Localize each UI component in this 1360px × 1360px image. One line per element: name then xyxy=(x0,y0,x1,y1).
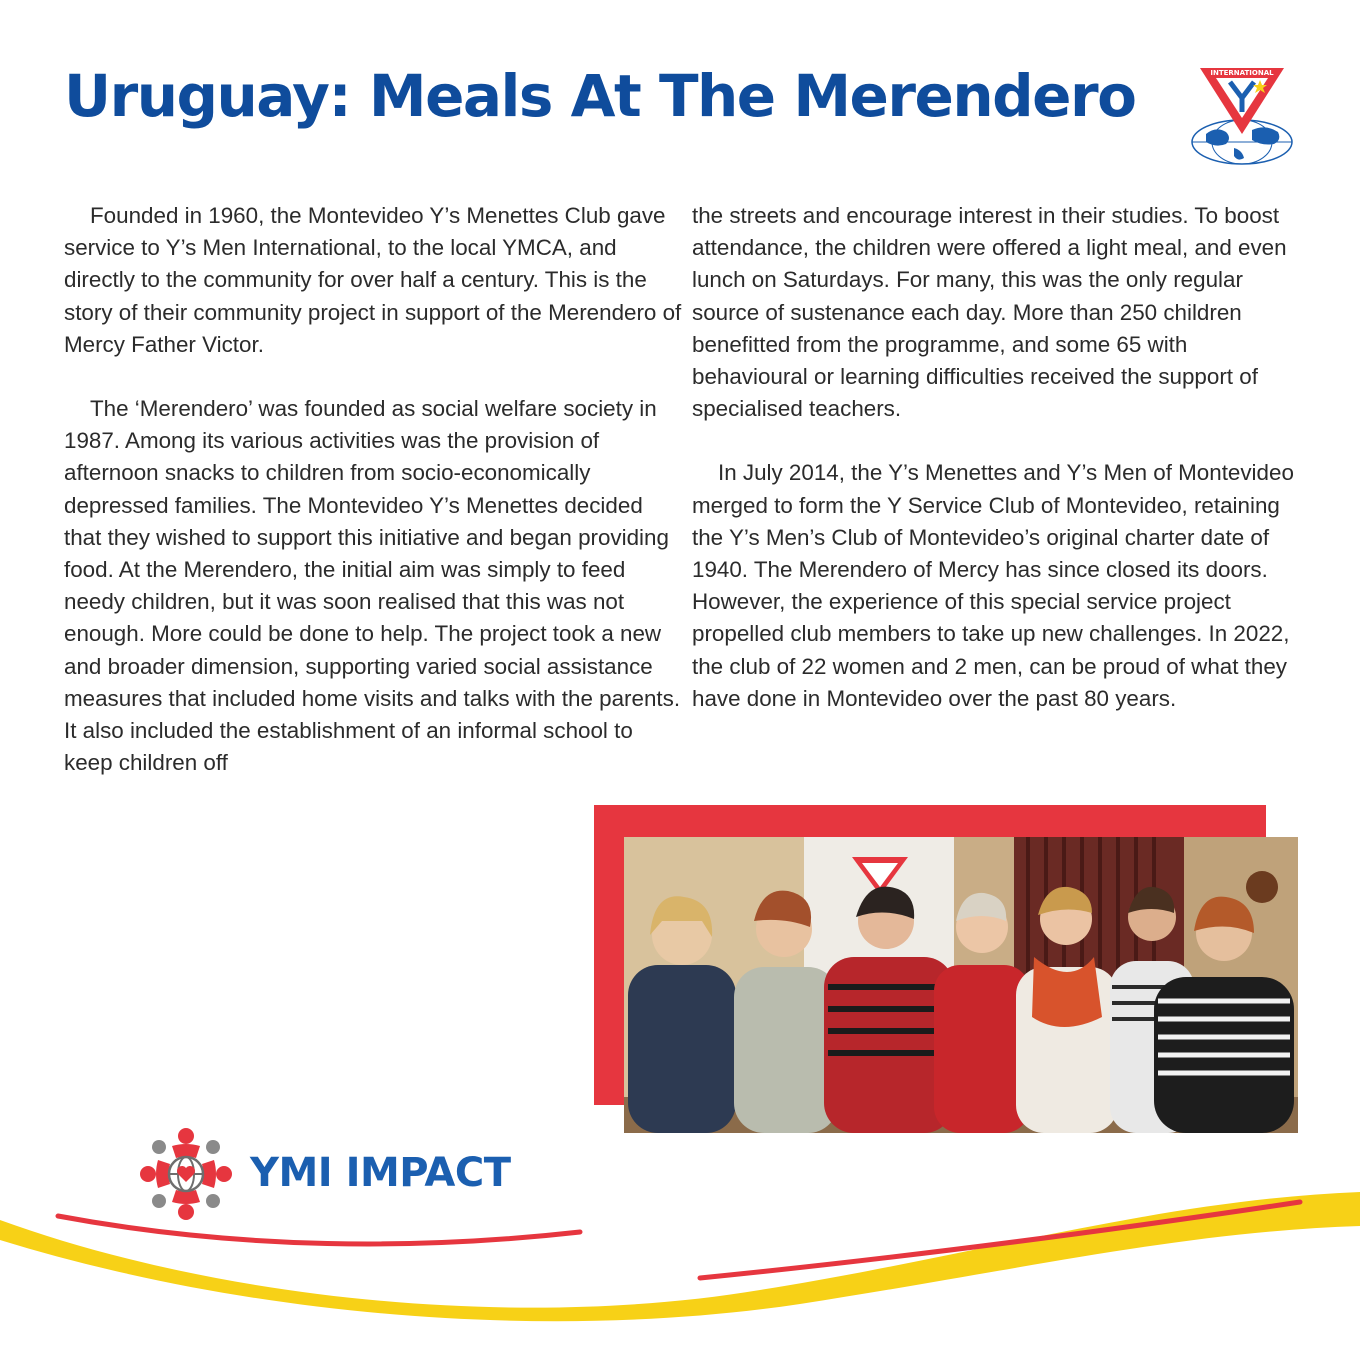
decorative-wave xyxy=(0,1180,1360,1360)
article-column-right xyxy=(692,200,1302,715)
article-paragraph: The ‘Merendero’ was founded as social welfare society in 1987. Among its various activities was the provision of afternoon snacks to children from socio-economically depressed families. The Montevideo Y’s Menettes decided that they wished to support this initiative and began providing food. At the Merendero, the initial aim was simply to feed needy children, but it was soon realised that this was not enough. More could be done to help. The project took a new and broader dimension, supporting varied social assistance measures that included home visits and talks with the parents. It also included the establishment of an informal school to keep children off xyxy=(64,396,681,776)
photo-block xyxy=(594,805,1298,1133)
article-column-left xyxy=(64,200,684,779)
article-paragraph: the streets and encourage interest in their studies. To boost attendance, the children were offered a light meal, and even lunch on Saturdays. For many, this was the only regular source of sustenance each day. More than 250 children benefitted from the programme, and some 65 with behavioural or learning difficulties received the support of specialised teachers. xyxy=(692,203,1287,422)
ys-men-international-logo xyxy=(1188,64,1296,176)
page-title: Uruguay: Meals At The Merendero xyxy=(64,62,1136,130)
article-paragraph: In July 2014, the Y’s Menettes and Y’s Men of Montevideo merged to form the Y Service Club of Montevideo, retaining the Y’s Men’s Club of Montevideo’s original charter date of 1940. The Merendero of Mercy has since closed its doors. However, the experience of this special service project propelled club members to take up new challenges. In 2022, the club of 22 women and 2 men, can be proud of what they have done in Montevideo over the past 80 years. xyxy=(692,460,1294,711)
article-paragraph: Founded in 1960, the Montevideo Y’s Menettes Club gave service to Y’s Men International, to the local YMCA, and directly to the community for over half a century. This is the story of their community project in support of the Merendero of Mercy Father Victor. xyxy=(64,203,682,357)
logo-lettering: INTERNATIONAL xyxy=(1210,69,1274,77)
ymi-impact-wordmark: YMI IMPACT xyxy=(250,1150,511,1196)
group-photo xyxy=(624,837,1298,1133)
